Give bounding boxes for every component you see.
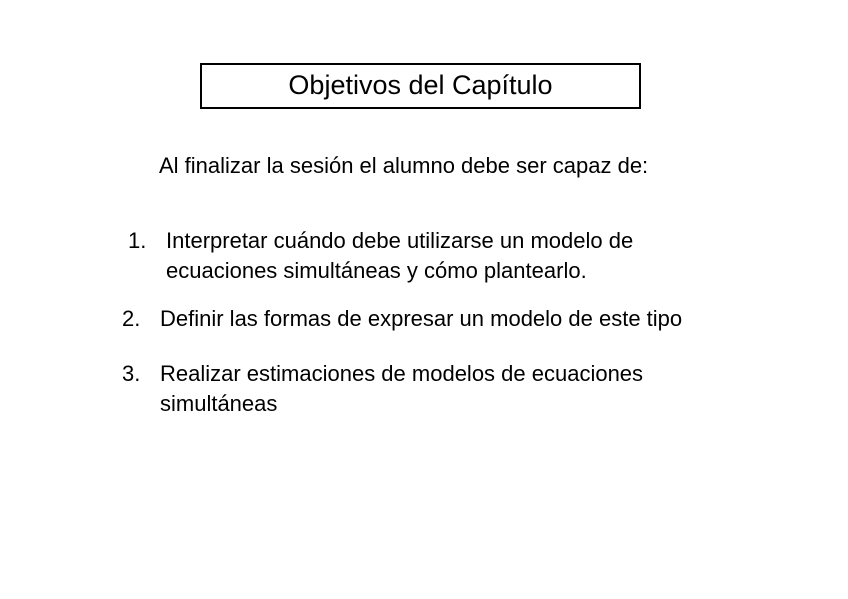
objective-line: simultáneas: [160, 391, 278, 416]
objective-line: ecuaciones simultáneas y cómo plantearlo.: [166, 258, 587, 283]
title-box: [200, 63, 641, 109]
objective-line: Definir las formas de expresar un modelo de este tipo: [160, 306, 683, 331]
objective-text: [160, 304, 682, 334]
objective-number: 2.: [122, 306, 141, 331]
intro-text: Al finalizar la sesión el alumno debe ser capaz de:: [159, 153, 649, 178]
objective-text: [160, 359, 643, 419]
slide-title: Objetivos del Capítulo: [288, 69, 553, 100]
objective-number: 1.: [128, 228, 147, 253]
objective-number: 3.: [122, 361, 141, 386]
objective-line: Realizar estimaciones de modelos de ecuaciones: [160, 361, 644, 386]
objective-line: Interpretar cuándo debe utilizarse un modelo de: [166, 228, 634, 253]
objective-text: [166, 226, 633, 286]
